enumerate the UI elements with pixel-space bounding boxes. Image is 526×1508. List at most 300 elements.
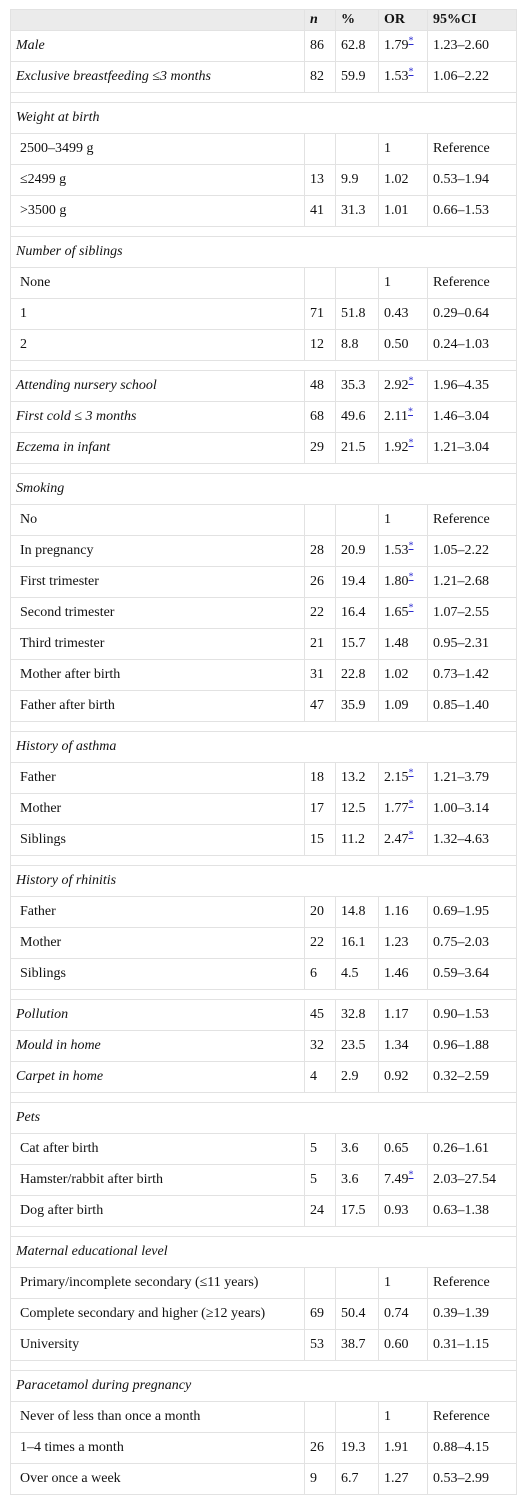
odds-ratio-cell — [379, 402, 428, 433]
table-row — [11, 1402, 517, 1433]
odds-ratio-value: 2.47 — [384, 832, 409, 847]
significance-footnote-link[interactable]: * — [408, 798, 414, 810]
n-value: 82 — [305, 62, 336, 93]
odds-ratio-value: 2.11 — [384, 409, 408, 424]
confidence-interval: 1.00–3.14 — [428, 794, 517, 825]
n-value: 68 — [305, 402, 336, 433]
table-row — [11, 959, 517, 990]
variable-label: 2 — [11, 330, 305, 361]
table-row — [11, 1196, 517, 1227]
confidence-interval: 0.88–4.15 — [428, 1433, 517, 1464]
variable-label: Attending nursery school — [11, 371, 305, 402]
percent-value: 23.5 — [336, 1031, 379, 1062]
table-row — [11, 505, 517, 536]
confidence-interval: Reference — [428, 268, 517, 299]
significance-footnote-link[interactable]: * — [408, 767, 414, 779]
significance-footnote-link[interactable]: * — [408, 602, 414, 614]
table-row — [11, 433, 517, 464]
results-table-container — [10, 9, 516, 1495]
spacer-row — [11, 722, 517, 732]
n-value: 69 — [305, 1299, 336, 1330]
percent-value: 32.8 — [336, 1000, 379, 1031]
confidence-interval: 1.96–4.35 — [428, 371, 517, 402]
n-value: 22 — [305, 598, 336, 629]
table-row — [11, 371, 517, 402]
variable-label: Third trimester — [11, 629, 305, 660]
confidence-interval: 0.75–2.03 — [428, 928, 517, 959]
odds-ratio-cell — [379, 1402, 428, 1433]
odds-ratio-value: 1.79 — [384, 38, 409, 53]
percent-value: 31.3 — [336, 196, 379, 227]
n-value: 47 — [305, 691, 336, 722]
section-title: Paracetamol during pregnancy — [11, 1371, 517, 1402]
odds-ratio-value: 1.48 — [384, 636, 409, 651]
percent-value: 51.8 — [336, 299, 379, 330]
spacer-row — [11, 990, 517, 1000]
header-row — [11, 10, 517, 31]
odds-ratio-value: 1.92 — [384, 440, 409, 455]
odds-ratio-table — [10, 9, 517, 1495]
variable-label: In pregnancy — [11, 536, 305, 567]
confidence-interval: 0.69–1.95 — [428, 897, 517, 928]
table-row — [11, 31, 517, 62]
table-row — [11, 598, 517, 629]
odds-ratio-cell — [379, 1000, 428, 1031]
odds-ratio-cell — [379, 433, 428, 464]
odds-ratio-value: 1.34 — [384, 1038, 409, 1053]
variable-label: Pollution — [11, 1000, 305, 1031]
odds-ratio-value: 0.74 — [384, 1306, 409, 1321]
spacer-cell — [11, 722, 517, 732]
spacer-row — [11, 227, 517, 237]
odds-ratio-cell — [379, 897, 428, 928]
percent-value: 50.4 — [336, 1299, 379, 1330]
section-title: Weight at birth — [11, 103, 517, 134]
table-row — [11, 536, 517, 567]
table-row — [11, 629, 517, 660]
significance-footnote-link[interactable]: * — [407, 406, 413, 418]
confidence-interval: 1.23–2.60 — [428, 31, 517, 62]
confidence-interval: 1.06–2.22 — [428, 62, 517, 93]
confidence-interval: 0.95–2.31 — [428, 629, 517, 660]
percent-value: 16.1 — [336, 928, 379, 959]
spacer-row — [11, 464, 517, 474]
odds-ratio-cell — [379, 330, 428, 361]
table-row — [11, 1433, 517, 1464]
odds-ratio-value: 1.91 — [384, 1440, 409, 1455]
percent-value: 35.9 — [336, 691, 379, 722]
odds-ratio-cell — [379, 660, 428, 691]
variable-label: Siblings — [11, 825, 305, 856]
odds-ratio-value: 2.15 — [384, 770, 409, 785]
odds-ratio-value: 1 — [384, 141, 391, 156]
spacer-cell — [11, 361, 517, 371]
percent-value: 38.7 — [336, 1330, 379, 1361]
odds-ratio-value: 0.60 — [384, 1337, 409, 1352]
table-row — [11, 134, 517, 165]
confidence-interval: 0.24–1.03 — [428, 330, 517, 361]
n-value: 6 — [305, 959, 336, 990]
n-value: 41 — [305, 196, 336, 227]
odds-ratio-cell — [379, 959, 428, 990]
table-row — [11, 691, 517, 722]
variable-label: Never of less than once a month — [11, 1402, 305, 1433]
odds-ratio-value: 1.17 — [384, 1007, 409, 1022]
n-value: 12 — [305, 330, 336, 361]
percent-value: 3.6 — [336, 1165, 379, 1196]
variable-label: Complete secondary and higher (≥12 years) — [11, 1299, 305, 1330]
odds-ratio-value: 1.65 — [384, 605, 409, 620]
n-value: 48 — [305, 371, 336, 402]
spacer-cell — [11, 1361, 517, 1371]
percent-value: 11.2 — [336, 825, 379, 856]
variable-label: Mother — [11, 928, 305, 959]
percent-value — [336, 268, 379, 299]
significance-footnote-link[interactable]: * — [408, 35, 414, 47]
odds-ratio-value: 1.23 — [384, 935, 409, 950]
variable-label: Siblings — [11, 959, 305, 990]
n-value — [305, 1268, 336, 1299]
percent-value: 14.8 — [336, 897, 379, 928]
odds-ratio-value: 0.65 — [384, 1141, 409, 1156]
n-value: 53 — [305, 1330, 336, 1361]
percent-value — [336, 1402, 379, 1433]
variable-label: Exclusive breastfeeding ≤3 months — [11, 62, 305, 93]
spacer-row — [11, 1093, 517, 1103]
odds-ratio-cell — [379, 794, 428, 825]
confidence-interval: 0.53–1.94 — [428, 165, 517, 196]
percent-value: 21.5 — [336, 433, 379, 464]
percent-value — [336, 134, 379, 165]
variable-label: >3500 g — [11, 196, 305, 227]
odds-ratio-value: 1.09 — [384, 698, 409, 713]
odds-ratio-value: 2.92 — [384, 378, 409, 393]
table-header — [11, 10, 517, 31]
percent-value: 19.4 — [336, 567, 379, 598]
odds-ratio-cell — [379, 31, 428, 62]
confidence-interval: 1.05–2.22 — [428, 536, 517, 567]
odds-ratio-cell — [379, 1165, 428, 1196]
odds-ratio-cell — [379, 691, 428, 722]
confidence-interval: 1.21–3.04 — [428, 433, 517, 464]
spacer-cell — [11, 1093, 517, 1103]
odds-ratio-value: 1 — [384, 512, 391, 527]
odds-ratio-value: 0.93 — [384, 1203, 409, 1218]
n-value — [305, 1402, 336, 1433]
table-row — [11, 794, 517, 825]
variable-label: Male — [11, 31, 305, 62]
table-row — [11, 897, 517, 928]
table-row — [11, 1464, 517, 1495]
percent-value: 2.9 — [336, 1062, 379, 1093]
percent-value: 13.2 — [336, 763, 379, 794]
confidence-interval: Reference — [428, 1268, 517, 1299]
n-value: 4 — [305, 1062, 336, 1093]
percent-value: 3.6 — [336, 1134, 379, 1165]
variable-label: First trimester — [11, 567, 305, 598]
spacer-cell — [11, 93, 517, 103]
header-or: OR — [379, 10, 428, 31]
section-title: Number of siblings — [11, 237, 517, 268]
spacer-row — [11, 1361, 517, 1371]
odds-ratio-cell — [379, 928, 428, 959]
odds-ratio-value: 1.27 — [384, 1471, 409, 1486]
odds-ratio-cell — [379, 62, 428, 93]
confidence-interval: 0.63–1.38 — [428, 1196, 517, 1227]
odds-ratio-value: 1.77 — [384, 801, 409, 816]
n-value — [305, 134, 336, 165]
n-value: 31 — [305, 660, 336, 691]
variable-label: None — [11, 268, 305, 299]
odds-ratio-cell — [379, 1268, 428, 1299]
odds-ratio-cell — [379, 1196, 428, 1227]
odds-ratio-cell — [379, 1299, 428, 1330]
confidence-interval: 0.85–1.40 — [428, 691, 517, 722]
variable-label: Hamster/rabbit after birth — [11, 1165, 305, 1196]
header-ci: 95%CI — [428, 10, 517, 31]
n-value — [305, 268, 336, 299]
section-title: Pets — [11, 1103, 517, 1134]
odds-ratio-cell — [379, 567, 428, 598]
percent-value: 35.3 — [336, 371, 379, 402]
table-row — [11, 1000, 517, 1031]
odds-ratio-value: 1.46 — [384, 966, 409, 981]
header-variable — [11, 10, 305, 31]
odds-ratio-cell — [379, 299, 428, 330]
confidence-interval: 0.39–1.39 — [428, 1299, 517, 1330]
table-row — [11, 928, 517, 959]
significance-footnote-link[interactable]: * — [408, 540, 414, 552]
odds-ratio-cell — [379, 1464, 428, 1495]
table-row — [11, 1268, 517, 1299]
odds-ratio-value: 1.53 — [384, 69, 409, 84]
significance-footnote-link[interactable]: * — [408, 571, 414, 583]
spacer-row — [11, 93, 517, 103]
section-title: Maternal educational level — [11, 1237, 517, 1268]
spacer-row — [11, 856, 517, 866]
odds-ratio-cell — [379, 598, 428, 629]
n-value: 20 — [305, 897, 336, 928]
odds-ratio-value: 7.49 — [384, 1172, 409, 1187]
table-row — [11, 299, 517, 330]
confidence-interval: Reference — [428, 1402, 517, 1433]
odds-ratio-cell — [379, 134, 428, 165]
confidence-interval: 0.31–1.15 — [428, 1330, 517, 1361]
variable-label: University — [11, 1330, 305, 1361]
n-value: 13 — [305, 165, 336, 196]
odds-ratio-value: 1 — [384, 275, 391, 290]
confidence-interval: 2.03–27.54 — [428, 1165, 517, 1196]
table-row — [11, 62, 517, 93]
table-row — [11, 1134, 517, 1165]
confidence-interval: 1.32–4.63 — [428, 825, 517, 856]
spacer-cell — [11, 464, 517, 474]
odds-ratio-cell — [379, 165, 428, 196]
n-value: 45 — [305, 1000, 336, 1031]
table-row — [11, 330, 517, 361]
table-row — [11, 196, 517, 227]
n-value — [305, 505, 336, 536]
table-row — [11, 402, 517, 433]
confidence-interval: 0.73–1.42 — [428, 660, 517, 691]
n-value: 21 — [305, 629, 336, 660]
n-value: 24 — [305, 1196, 336, 1227]
variable-label: No — [11, 505, 305, 536]
odds-ratio-cell — [379, 505, 428, 536]
confidence-interval: 1.46–3.04 — [428, 402, 517, 433]
section-title: History of asthma — [11, 732, 517, 763]
variable-label: Father — [11, 897, 305, 928]
variable-label: Carpet in home — [11, 1062, 305, 1093]
percent-value: 8.8 — [336, 330, 379, 361]
n-value: 28 — [305, 536, 336, 567]
n-value: 26 — [305, 567, 336, 598]
odds-ratio-cell — [379, 1134, 428, 1165]
odds-ratio-cell — [379, 763, 428, 794]
table-row — [11, 268, 517, 299]
confidence-interval: 1.21–3.79 — [428, 763, 517, 794]
odds-ratio-cell — [379, 1062, 428, 1093]
odds-ratio-value: 1.01 — [384, 203, 409, 218]
n-value: 15 — [305, 825, 336, 856]
section-header-row — [11, 237, 517, 268]
section-header-row — [11, 866, 517, 897]
percent-value: 4.5 — [336, 959, 379, 990]
odds-ratio-cell — [379, 536, 428, 567]
spacer-cell — [11, 856, 517, 866]
percent-value — [336, 1268, 379, 1299]
significance-footnote-link[interactable]: * — [408, 437, 414, 449]
variable-label: Mother — [11, 794, 305, 825]
confidence-interval: 0.66–1.53 — [428, 196, 517, 227]
confidence-interval: Reference — [428, 134, 517, 165]
variable-label: Dog after birth — [11, 1196, 305, 1227]
percent-value: 20.9 — [336, 536, 379, 567]
table-row — [11, 763, 517, 794]
spacer-row — [11, 1227, 517, 1237]
confidence-interval: 0.32–2.59 — [428, 1062, 517, 1093]
odds-ratio-cell — [379, 825, 428, 856]
n-value: 29 — [305, 433, 336, 464]
confidence-interval: 1.21–2.68 — [428, 567, 517, 598]
percent-value: 62.8 — [336, 31, 379, 62]
variable-label: ≤2499 g — [11, 165, 305, 196]
n-value: 5 — [305, 1134, 336, 1165]
significance-footnote-link[interactable]: * — [408, 375, 414, 387]
odds-ratio-value: 0.50 — [384, 337, 409, 352]
n-value: 5 — [305, 1165, 336, 1196]
significance-footnote-link[interactable]: * — [408, 829, 414, 841]
confidence-interval: 0.29–0.64 — [428, 299, 517, 330]
percent-value: 15.7 — [336, 629, 379, 660]
variable-label: Second trimester — [11, 598, 305, 629]
odds-ratio-value: 1.16 — [384, 904, 409, 919]
n-value: 17 — [305, 794, 336, 825]
header-percent: % — [336, 10, 379, 31]
percent-value: 19.3 — [336, 1433, 379, 1464]
significance-footnote-link[interactable]: * — [408, 66, 414, 78]
odds-ratio-value: 1.02 — [384, 172, 409, 187]
table-row — [11, 1031, 517, 1062]
n-value: 86 — [305, 31, 336, 62]
spacer-cell — [11, 227, 517, 237]
significance-footnote-link[interactable]: * — [408, 1169, 414, 1181]
odds-ratio-value: 1.02 — [384, 667, 409, 682]
confidence-interval: 1.07–2.55 — [428, 598, 517, 629]
table-row — [11, 825, 517, 856]
odds-ratio-value: 1.80 — [384, 574, 409, 589]
percent-value: 9.9 — [336, 165, 379, 196]
percent-value: 6.7 — [336, 1464, 379, 1495]
spacer-row — [11, 361, 517, 371]
odds-ratio-cell — [379, 268, 428, 299]
percent-value: 49.6 — [336, 402, 379, 433]
variable-label: Mould in home — [11, 1031, 305, 1062]
section-title: Smoking — [11, 474, 517, 505]
confidence-interval: 0.90–1.53 — [428, 1000, 517, 1031]
n-value: 26 — [305, 1433, 336, 1464]
section-header-row — [11, 1103, 517, 1134]
percent-value: 12.5 — [336, 794, 379, 825]
confidence-interval: 0.96–1.88 — [428, 1031, 517, 1062]
odds-ratio-value: 1.53 — [384, 543, 409, 558]
odds-ratio-cell — [379, 371, 428, 402]
variable-label: Cat after birth — [11, 1134, 305, 1165]
section-header-row — [11, 1371, 517, 1402]
n-value: 71 — [305, 299, 336, 330]
section-header-row — [11, 103, 517, 134]
n-value: 9 — [305, 1464, 336, 1495]
variable-label: Father — [11, 763, 305, 794]
table-row — [11, 165, 517, 196]
odds-ratio-cell — [379, 1433, 428, 1464]
n-value: 22 — [305, 928, 336, 959]
table-row — [11, 567, 517, 598]
variable-label: 1 — [11, 299, 305, 330]
odds-ratio-cell — [379, 629, 428, 660]
odds-ratio-cell — [379, 1330, 428, 1361]
variable-label: 1–4 times a month — [11, 1433, 305, 1464]
variable-label: 2500–3499 g — [11, 134, 305, 165]
section-header-row — [11, 474, 517, 505]
odds-ratio-value: 1 — [384, 1275, 391, 1290]
odds-ratio-value: 0.43 — [384, 306, 409, 321]
percent-value: 16.4 — [336, 598, 379, 629]
confidence-interval: Reference — [428, 505, 517, 536]
table-row — [11, 1165, 517, 1196]
percent-value: 17.5 — [336, 1196, 379, 1227]
spacer-cell — [11, 1227, 517, 1237]
table-row — [11, 1299, 517, 1330]
variable-label: Father after birth — [11, 691, 305, 722]
table-body — [11, 31, 517, 1495]
percent-value: 22.8 — [336, 660, 379, 691]
header-n: n — [305, 10, 336, 31]
spacer-cell — [11, 990, 517, 1000]
section-title: History of rhinitis — [11, 866, 517, 897]
percent-value — [336, 505, 379, 536]
n-value: 32 — [305, 1031, 336, 1062]
odds-ratio-cell — [379, 1031, 428, 1062]
variable-label: Primary/incomplete secondary (≤11 years) — [11, 1268, 305, 1299]
odds-ratio-value: 1 — [384, 1409, 391, 1424]
confidence-interval: 0.53–2.99 — [428, 1464, 517, 1495]
variable-label: First cold ≤ 3 months — [11, 402, 305, 433]
section-header-row — [11, 1237, 517, 1268]
variable-label: Over once a week — [11, 1464, 305, 1495]
section-header-row — [11, 732, 517, 763]
odds-ratio-cell — [379, 196, 428, 227]
